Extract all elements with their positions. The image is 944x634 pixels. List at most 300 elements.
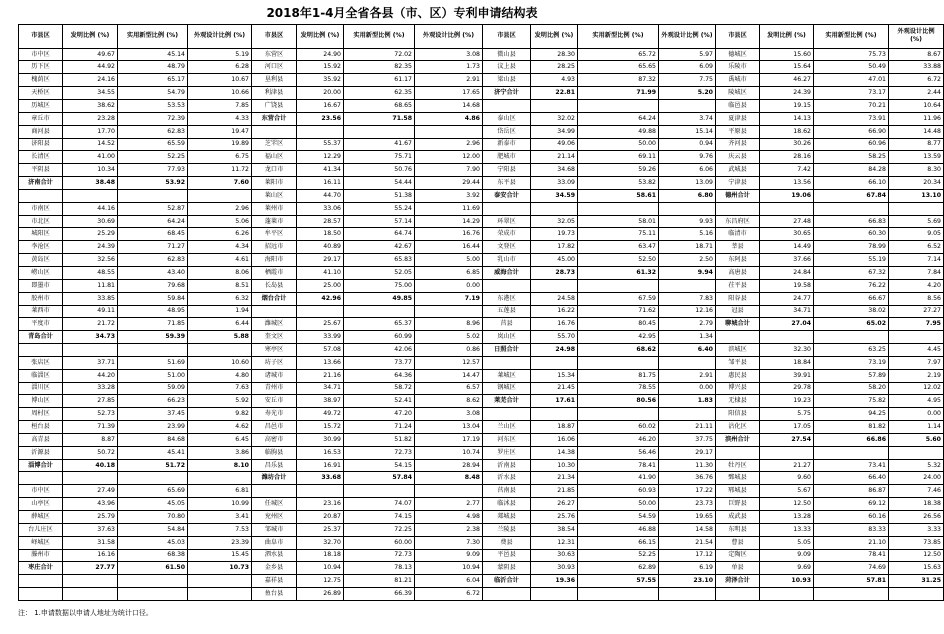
ratio-cell: 27.85 <box>63 395 118 408</box>
ratio-cell: 44.20 <box>63 369 118 382</box>
ratio-cell: 45.14 <box>118 48 188 61</box>
region-cell: 黄岛区 <box>19 254 63 267</box>
region-cell: 费县 <box>483 536 531 549</box>
region-cell: 惠民县 <box>716 369 760 382</box>
ratio-cell: 5.06 <box>188 215 252 228</box>
ratio-cell: 28.57 <box>297 215 344 228</box>
ratio-cell: 58.61 <box>578 189 659 202</box>
table-row <box>19 523 944 536</box>
ratio-cell: 6.28 <box>188 61 252 74</box>
region-cell: 临朐县 <box>252 446 297 459</box>
region-cell: 泰山区 <box>483 112 531 125</box>
empty-cell <box>716 446 760 459</box>
ratio-cell: 23.39 <box>188 536 252 549</box>
empty-cell <box>188 344 252 357</box>
empty-cell <box>531 100 578 113</box>
ratio-cell: 45.41 <box>118 446 188 459</box>
empty-cell <box>118 588 188 601</box>
region-cell: 广饶县 <box>252 100 297 113</box>
ratio-cell: 0.00 <box>659 382 716 395</box>
region-cell: 薛城区 <box>19 511 63 524</box>
empty-cell <box>659 202 716 215</box>
ratio-cell: 53.82 <box>578 177 659 190</box>
ratio-cell: 29.78 <box>760 382 814 395</box>
ratio-cell: 5.20 <box>659 87 716 100</box>
region-cell: 郓城县 <box>716 485 760 498</box>
region-cell: 坊子区 <box>252 356 297 369</box>
region-cell: 蒙阴县 <box>483 562 531 575</box>
ratio-cell: 41.00 <box>63 151 118 164</box>
ratio-cell: 68.65 <box>344 100 415 113</box>
empty-cell <box>19 472 63 485</box>
ratio-cell: 49.67 <box>63 48 118 61</box>
ratio-cell: 60.96 <box>814 138 889 151</box>
ratio-cell: 7.53 <box>188 523 252 536</box>
region-cell: 市南区 <box>19 202 63 215</box>
region-cell: 乳山市 <box>483 254 531 267</box>
ratio-cell: 37.75 <box>659 433 716 446</box>
ratio-cell: 5.32 <box>889 459 944 472</box>
ratio-cell: 47.01 <box>814 74 889 87</box>
page-title: 2018年1-4月全省各县（市、区）专利申请结构表 <box>266 6 538 20</box>
column-header: 市县区 <box>483 25 531 49</box>
ratio-cell: 3.33 <box>889 523 944 536</box>
empty-cell <box>889 331 944 344</box>
ratio-cell: 2.96 <box>188 202 252 215</box>
ratio-cell: 49.72 <box>297 408 344 421</box>
column-header: 实用新型比例 (%) <box>814 25 889 49</box>
ratio-cell: 8.56 <box>889 292 944 305</box>
ratio-cell: 33.09 <box>531 177 578 190</box>
empty-cell <box>63 588 118 601</box>
table-row <box>19 48 944 61</box>
ratio-cell: 57.84 <box>344 472 415 485</box>
empty-cell <box>63 189 118 202</box>
header-row <box>19 25 944 49</box>
ratio-cell: 14.29 <box>415 215 483 228</box>
ratio-cell: 65.02 <box>814 318 889 331</box>
ratio-cell: 19.89 <box>188 138 252 151</box>
ratio-cell: 19.65 <box>659 511 716 524</box>
region-cell: 兰陵县 <box>483 523 531 536</box>
ratio-cell: 27.77 <box>63 562 118 575</box>
ratio-cell: 73.19 <box>814 356 889 369</box>
region-cell: 利津县 <box>252 87 297 100</box>
ratio-cell: 33.88 <box>889 61 944 74</box>
ratio-cell: 72.02 <box>344 48 415 61</box>
ratio-cell: 66.83 <box>814 215 889 228</box>
empty-cell <box>659 356 716 369</box>
ratio-cell: 7.84 <box>889 266 944 279</box>
region-cell: 长清区 <box>19 151 63 164</box>
ratio-cell: 20.00 <box>297 87 344 100</box>
empty-cell <box>760 202 814 215</box>
ratio-cell: 50.49 <box>814 61 889 74</box>
ratio-cell: 18.50 <box>297 228 344 241</box>
region-cell: 枣庄合计 <box>19 562 63 575</box>
ratio-cell: 10.99 <box>188 498 252 511</box>
region-cell: 莒南县 <box>483 485 531 498</box>
ratio-cell: 68.38 <box>118 549 188 562</box>
ratio-cell: 60.16 <box>814 511 889 524</box>
ratio-cell: 14.38 <box>531 446 578 459</box>
ratio-cell: 24.84 <box>760 266 814 279</box>
ratio-cell: 7.75 <box>659 74 716 87</box>
ratio-cell: 54.44 <box>344 177 415 190</box>
ratio-cell: 13.09 <box>659 177 716 190</box>
empty-cell <box>659 588 716 601</box>
region-cell: 梁山县 <box>483 74 531 87</box>
ratio-cell: 6.52 <box>889 241 944 254</box>
ratio-cell: 5.02 <box>415 331 483 344</box>
empty-cell <box>344 125 415 138</box>
ratio-cell: 29.17 <box>297 254 344 267</box>
ratio-cell: 45.03 <box>118 536 188 549</box>
ratio-cell: 59.09 <box>118 382 188 395</box>
ratio-cell: 62.89 <box>578 562 659 575</box>
ratio-cell: 75.11 <box>578 228 659 241</box>
ratio-cell: 37.45 <box>118 408 188 421</box>
empty-cell <box>344 305 415 318</box>
ratio-cell: 3.86 <box>188 446 252 459</box>
ratio-cell: 3.74 <box>659 112 716 125</box>
table-row <box>19 382 944 395</box>
ratio-cell: 14.48 <box>889 125 944 138</box>
region-cell: 诸城市 <box>252 369 297 382</box>
empty-cell <box>415 485 483 498</box>
table-row <box>19 511 944 524</box>
ratio-cell: 52.05 <box>344 266 415 279</box>
region-cell: 潍坊合计 <box>252 472 297 485</box>
ratio-cell: 6.26 <box>188 228 252 241</box>
ratio-cell: 12.02 <box>889 382 944 395</box>
ratio-cell: 10.67 <box>188 74 252 87</box>
ratio-cell: 71.24 <box>344 421 415 434</box>
ratio-cell: 5.88 <box>188 331 252 344</box>
region-cell: 历下区 <box>19 61 63 74</box>
ratio-cell: 48.95 <box>118 305 188 318</box>
empty-cell <box>19 575 63 588</box>
ratio-cell: 9.93 <box>659 215 716 228</box>
table-row <box>19 498 944 511</box>
ratio-cell: 13.28 <box>760 511 814 524</box>
region-cell: 沾化区 <box>716 421 760 434</box>
ratio-cell: 81.82 <box>814 421 889 434</box>
ratio-cell: 24.77 <box>760 292 814 305</box>
region-cell: 高密市 <box>252 433 297 446</box>
table-row <box>19 151 944 164</box>
ratio-cell: 34.73 <box>63 331 118 344</box>
ratio-cell: 27.04 <box>760 318 814 331</box>
ratio-cell: 4.93 <box>531 74 578 87</box>
table-row <box>19 254 944 267</box>
ratio-cell: 80.56 <box>578 395 659 408</box>
ratio-cell: 78.13 <box>344 562 415 575</box>
ratio-cell: 79.68 <box>118 279 188 292</box>
ratio-cell: 11.69 <box>415 202 483 215</box>
region-cell: 齐河县 <box>716 138 760 151</box>
region-cell: 荣成市 <box>483 228 531 241</box>
ratio-cell: 38.97 <box>297 395 344 408</box>
ratio-cell: 57.14 <box>344 215 415 228</box>
ratio-cell: 68.45 <box>118 228 188 241</box>
empty-cell <box>716 588 760 601</box>
region-cell: 曲阜市 <box>252 536 297 549</box>
region-cell: 滨州合计 <box>716 433 760 446</box>
ratio-cell: 30.69 <box>63 215 118 228</box>
ratio-cell: 4.98 <box>415 511 483 524</box>
ratio-cell: 9.94 <box>659 266 716 279</box>
ratio-cell: 7.46 <box>889 485 944 498</box>
region-cell: 平邑县 <box>483 549 531 562</box>
region-cell: 商河县 <box>19 125 63 138</box>
table-row <box>19 472 944 485</box>
ratio-cell: 44.70 <box>297 189 344 202</box>
ratio-cell: 9.60 <box>760 472 814 485</box>
ratio-cell: 52.87 <box>118 202 188 215</box>
ratio-cell: 23.99 <box>118 421 188 434</box>
region-cell: 临沂合计 <box>483 575 531 588</box>
ratio-cell: 82.35 <box>344 61 415 74</box>
region-cell: 武城县 <box>716 164 760 177</box>
empty-cell <box>63 344 118 357</box>
ratio-cell: 60.00 <box>344 536 415 549</box>
ratio-cell: 74.69 <box>814 562 889 575</box>
region-cell: 沂南县 <box>483 459 531 472</box>
region-cell: 章丘市 <box>19 112 63 125</box>
ratio-cell: 13.04 <box>415 421 483 434</box>
region-cell: 胶州市 <box>19 292 63 305</box>
ratio-cell: 26.27 <box>531 498 578 511</box>
region-cell: 博兴县 <box>716 382 760 395</box>
region-cell: 峄城区 <box>19 536 63 549</box>
ratio-cell: 25.37 <box>297 523 344 536</box>
ratio-cell: 23.73 <box>659 498 716 511</box>
ratio-cell: 6.72 <box>889 74 944 87</box>
ratio-cell: 60.99 <box>344 331 415 344</box>
ratio-cell: 4.45 <box>889 344 944 357</box>
ratio-cell: 13.59 <box>889 151 944 164</box>
ratio-cell: 19.73 <box>531 228 578 241</box>
region-cell: 莒县 <box>483 318 531 331</box>
ratio-cell: 10.60 <box>188 356 252 369</box>
ratio-cell: 25.79 <box>63 511 118 524</box>
ratio-cell: 6.40 <box>659 344 716 357</box>
ratio-cell: 81.21 <box>344 575 415 588</box>
ratio-cell: 55.37 <box>297 138 344 151</box>
ratio-cell: 49.88 <box>578 125 659 138</box>
ratio-cell: 8.67 <box>889 48 944 61</box>
ratio-cell: 75.00 <box>344 279 415 292</box>
ratio-cell: 72.39 <box>118 112 188 125</box>
region-cell: 岚山区 <box>483 331 531 344</box>
ratio-cell: 38.54 <box>531 523 578 536</box>
ratio-cell: 6.19 <box>659 562 716 575</box>
region-cell: 滕州市 <box>19 549 63 562</box>
ratio-cell: 36.76 <box>659 472 716 485</box>
ratio-cell: 66.40 <box>814 472 889 485</box>
empty-cell <box>483 100 531 113</box>
ratio-cell: 74.07 <box>344 498 415 511</box>
region-cell: 槐荫区 <box>19 74 63 87</box>
ratio-cell: 63.25 <box>814 344 889 357</box>
ratio-cell: 71.39 <box>63 421 118 434</box>
region-cell: 兰山区 <box>483 421 531 434</box>
ratio-cell: 49.06 <box>531 138 578 151</box>
ratio-cell: 2.19 <box>889 369 944 382</box>
ratio-cell: 7.60 <box>188 177 252 190</box>
column-header: 外观设计比例 (%) <box>188 25 252 49</box>
ratio-cell: 7.85 <box>188 100 252 113</box>
ratio-cell: 35.92 <box>297 74 344 87</box>
empty-cell <box>188 189 252 202</box>
ratio-cell: 1.34 <box>659 331 716 344</box>
table-row <box>19 356 944 369</box>
column-header: 外观设计比例 (%) <box>415 25 483 49</box>
ratio-cell: 60.02 <box>578 421 659 434</box>
ratio-cell: 28.30 <box>531 48 578 61</box>
ratio-cell: 5.19 <box>188 48 252 61</box>
ratio-cell: 4.61 <box>188 254 252 267</box>
ratio-cell: 54.79 <box>118 87 188 100</box>
ratio-cell: 8.51 <box>188 279 252 292</box>
ratio-cell: 8.77 <box>889 138 944 151</box>
table-row <box>19 266 944 279</box>
region-cell: 招远市 <box>252 241 297 254</box>
ratio-cell: 64.36 <box>344 369 415 382</box>
ratio-cell: 8.96 <box>415 318 483 331</box>
table-row <box>19 344 944 357</box>
region-cell: 日照合计 <box>483 344 531 357</box>
region-cell: 德城区 <box>716 48 760 61</box>
region-cell: 莱西市 <box>19 305 63 318</box>
ratio-cell: 21.34 <box>531 472 578 485</box>
table-row <box>19 279 944 292</box>
table-row <box>19 588 944 601</box>
ratio-cell: 12.50 <box>889 549 944 562</box>
region-cell: 淄川区 <box>19 382 63 395</box>
region-cell: 莱城区 <box>483 369 531 382</box>
ratio-cell: 41.34 <box>297 164 344 177</box>
ratio-cell: 46.20 <box>578 433 659 446</box>
ratio-cell: 0.00 <box>889 408 944 421</box>
ratio-cell: 14.58 <box>659 523 716 536</box>
ratio-cell: 19.23 <box>760 395 814 408</box>
ratio-cell: 26.56 <box>889 511 944 524</box>
empty-cell <box>814 202 889 215</box>
ratio-cell: 21.14 <box>531 151 578 164</box>
ratio-cell: 67.32 <box>814 266 889 279</box>
ratio-cell: 16.67 <box>297 100 344 113</box>
region-cell: 任城区 <box>252 498 297 511</box>
ratio-cell: 5.00 <box>415 254 483 267</box>
ratio-cell: 59.84 <box>118 292 188 305</box>
region-cell: 单县 <box>716 562 760 575</box>
ratio-cell: 37.66 <box>760 254 814 267</box>
region-cell: 莱山区 <box>252 189 297 202</box>
ratio-cell: 58.01 <box>578 215 659 228</box>
region-cell: 临沭县 <box>483 498 531 511</box>
empty-cell <box>188 575 252 588</box>
ratio-cell: 70.21 <box>814 100 889 113</box>
region-cell: 临邑县 <box>716 100 760 113</box>
ratio-cell: 4.62 <box>188 421 252 434</box>
ratio-cell: 10.73 <box>188 562 252 575</box>
ratio-cell: 65.83 <box>344 254 415 267</box>
ratio-cell: 4.86 <box>415 112 483 125</box>
ratio-cell: 27.48 <box>760 215 814 228</box>
table-row <box>19 87 944 100</box>
ratio-cell: 70.80 <box>118 511 188 524</box>
empty-cell <box>483 588 531 601</box>
ratio-cell: 13.33 <box>760 523 814 536</box>
table-body <box>19 25 944 601</box>
ratio-cell: 52.41 <box>344 395 415 408</box>
ratio-cell: 66.39 <box>344 588 415 601</box>
ratio-cell: 17.61 <box>531 395 578 408</box>
ratio-cell: 5.67 <box>760 485 814 498</box>
region-cell: 菏泽合计 <box>716 575 760 588</box>
ratio-cell: 12.00 <box>415 151 483 164</box>
ratio-cell: 24.58 <box>531 292 578 305</box>
ratio-cell: 64.24 <box>118 215 188 228</box>
region-cell: 平原县 <box>716 125 760 138</box>
region-cell: 河东区 <box>483 433 531 446</box>
ratio-cell: 66.90 <box>814 125 889 138</box>
ratio-cell: 8.06 <box>188 266 252 279</box>
ratio-cell: 68.62 <box>578 344 659 357</box>
empty-cell <box>483 202 531 215</box>
table-row <box>19 369 944 382</box>
ratio-cell: 42.67 <box>344 241 415 254</box>
ratio-cell: 57.81 <box>814 575 889 588</box>
region-cell: 东营区 <box>252 48 297 61</box>
ratio-cell: 66.23 <box>118 395 188 408</box>
ratio-cell: 17.19 <box>415 433 483 446</box>
region-cell: 微山县 <box>483 48 531 61</box>
region-cell: 高唐县 <box>716 266 760 279</box>
ratio-cell: 9.76 <box>659 151 716 164</box>
ratio-cell: 4.20 <box>889 279 944 292</box>
ratio-cell: 16.53 <box>297 446 344 459</box>
region-cell: 寒亭区 <box>252 344 297 357</box>
ratio-cell: 12.50 <box>760 498 814 511</box>
empty-cell <box>415 125 483 138</box>
ratio-cell: 14.47 <box>415 369 483 382</box>
ratio-cell: 4.34 <box>188 241 252 254</box>
column-header: 实用新型比例 (%) <box>118 25 188 49</box>
ratio-cell: 17.65 <box>415 87 483 100</box>
ratio-cell: 5.16 <box>659 228 716 241</box>
region-cell: 山亭区 <box>19 498 63 511</box>
region-cell: 环翠区 <box>483 215 531 228</box>
region-cell: 金乡县 <box>252 562 297 575</box>
region-cell: 沂水县 <box>483 472 531 485</box>
ratio-cell: 17.82 <box>531 241 578 254</box>
ratio-cell: 65.72 <box>578 48 659 61</box>
ratio-cell: 30.65 <box>760 228 814 241</box>
region-cell: 市中区 <box>19 48 63 61</box>
empty-cell <box>531 202 578 215</box>
region-cell: 桓台县 <box>19 421 63 434</box>
ratio-cell: 63.47 <box>578 241 659 254</box>
ratio-cell: 28.25 <box>531 61 578 74</box>
ratio-cell: 52.50 <box>578 254 659 267</box>
ratio-cell: 7.14 <box>889 254 944 267</box>
empty-cell <box>760 446 814 459</box>
ratio-cell: 76.22 <box>814 279 889 292</box>
ratio-cell: 61.17 <box>344 74 415 87</box>
